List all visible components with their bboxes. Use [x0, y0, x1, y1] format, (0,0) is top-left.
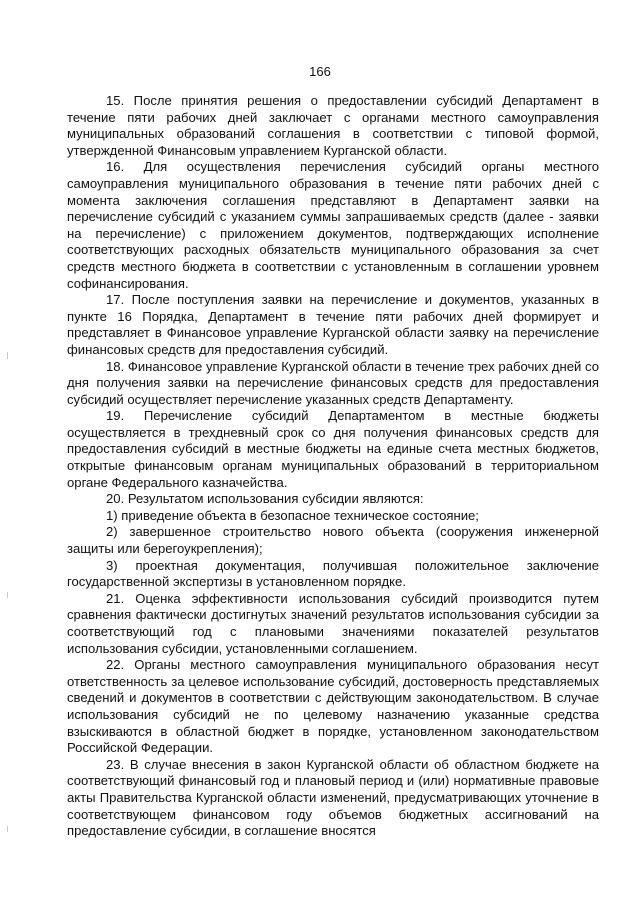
- scan-artifact-mark: [7, 826, 8, 832]
- list-item-3: 3) проектная документация, получившая положительное заключение государственной экспертизы в установленном порядке.: [67, 557, 599, 590]
- list-item-2: 2) завершенное строительство нового объекта (сооружения инженерной защиты или берегоукрепления);: [67, 524, 599, 557]
- paragraph-23: 23. В случае внесения в закон Курганской области об областном бюджете на соответствующий финансовый год и плановый период и (или) нормативные правовые акты Правительства Курганской области изменений, предусматривающих уточнение в соответствующем финансовом году объемов бюджетных ассигнований на предоставление субсидии, в соглашение вносятся: [67, 756, 599, 839]
- paragraph-20: 20. Результатом использования субсидии являются:: [106, 491, 424, 507]
- page-number: 166: [309, 64, 331, 79]
- paragraph-22: 22. Органы местного самоуправления муниципального образования несут ответственность за целевое использование субсидий, достоверность представляемых сведений и документов в соответствии с действующим законодательством. В случае использования субсидий не по целевому назначению указанные средства взыскиваются в областной бюджет в порядке, установленном законодательством Российской Федерации.: [67, 657, 599, 756]
- paragraph-16: 16. Для осуществления перечисления субсидий органы местного самоуправления муниципального образования в течение пяти рабочих дней с момента заключения соглашения представляют в Департамент заявки на перечисление субсидий с указанием суммы запрашиваемых средств (далее - заявки на перечисление) с приложением документов, подтверждающих исполнение соответствующих расходных обязательств муниципального образования за счет средств местного бюджета в соответствии с установленным в соглашении уровнем софинансирования.: [67, 159, 599, 291]
- scan-artifact-mark: [7, 352, 8, 359]
- paragraph-19: 19. Перечисление субсидий Департаментом в местные бюджеты осуществляется в трехдневный срок со дня получения финансовых средств для предоставления субсидий в местные бюджеты на единые счета местных бюджетов, открытые финансовым органам муниципальных образований в территориальном органе Федерального казначейства.: [67, 408, 599, 490]
- paragraph-15: 15. После принятия решения о предоставлении субсидий Департамент в течение пяти рабочих дней заключает с органами местного самоуправления муниципальных образований соглашения в соответствии с типовой формой, утвержденной Финансовым управлением Курганской области.: [67, 93, 599, 158]
- paragraph-17: 17. После поступления заявки на перечисление и документов, указанных в пункте 16 Порядка, Департамент в течение пяти рабочих дней формирует и представляет в Финансовое управление Курганской области заявку на перечисление финансовых средств для предоставления субсидий.: [67, 292, 599, 357]
- paragraph-21: 21. Оценка эффективности использования субсидий производится путем сравнения фактически достигнутых значений результатов использования субсидии за соответствующий год с плановыми значениями показателей результатов использования субсидии, установленными соглашением.: [67, 590, 599, 656]
- paragraph-18: 18. Финансовое управление Курганской области в течение трех рабочих дней со дня получения заявки на перечисление финансовых средств для предоставления субсидий осуществляет перечисление указанных средств Департаменту.: [67, 358, 599, 407]
- document-body: [67, 93, 599, 840]
- list-item-1: 1) приведение объекта в безопасное техническое состояние;: [106, 507, 479, 523]
- scan-artifact-mark: [7, 592, 8, 598]
